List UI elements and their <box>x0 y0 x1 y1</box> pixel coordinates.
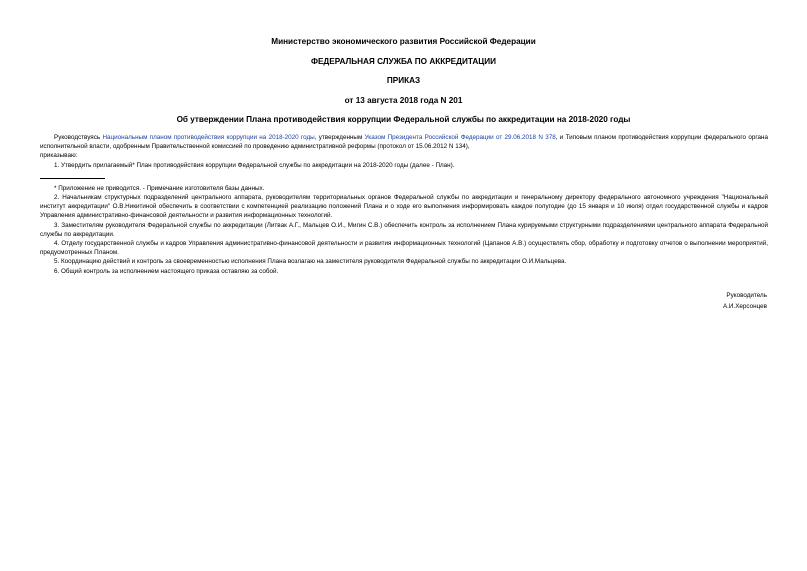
agency-title: ФЕДЕРАЛЬНАЯ СЛУЖБА ПО АККРЕДИТАЦИИ <box>310 57 497 66</box>
item-6: 6. Общий контроль за исполнением настоящего приказа оставляю за собой. <box>54 267 279 275</box>
document-body <box>40 133 768 276</box>
item-3: 3. Заместителям руководителя Федеральной службы по аккредитации (Литвак А.Г., Мальцев О.И., Мигин С.В.) обеспечить контроль за исполнением Плана курируемыми структурными подразделениями центрального аппарата Федеральной службы по аккредитации. <box>40 221 768 238</box>
item-1: 1. Утвердить прилагаемый* План противодействия коррупции Федеральной службы по аккредитации на 2018-2020 годы (далее - План). <box>54 161 455 169</box>
presidential-decree-link[interactable]: Указом Президента Российской Федерации от 29.06.2018 N 378 <box>364 134 556 141</box>
signature-name: А.И.Херсонцев <box>722 302 767 310</box>
document-subject: Об утверждении Плана противодействия коррупции Федеральной службы по аккредитации на 2018-2020 годы <box>176 115 631 124</box>
preamble-text-2: , утвержденным <box>314 134 365 141</box>
preamble-paragraph <box>40 133 768 151</box>
preamble-text-3: , и Типовым планом противодействия коррупции федерального органа исполнительной власти, одобренным Правительственной комиссией по проведению административной реформы (протокол от 15.06.2012 N 134), <box>40 134 768 151</box>
national-plan-link[interactable]: Национальным планом противодействия коррупции на 2018-2020 годы <box>102 134 315 141</box>
ministry-title: Министерство экономического развития Российской Федерации <box>271 37 536 46</box>
document-type: ПРИКАЗ <box>386 76 421 85</box>
footnote-divider <box>40 178 105 179</box>
item-2: 2. Начальникам структурных подразделений центрального аппарата, руководителям территориальных органов Федеральной службы по аккредитации и генеральному директору федерального автономного учреждения "Национальный институт аккредитации" О.В.Никитиной обеспечить в соответствии с компетенцией реализацию положений Плана и о ходе его выполнения информировать каждое полугодие (до 15 января и 10 июля) отдел государственной службы и кадров Управления административно-финансовой деятельности и развития информационных технологий. <box>40 194 768 220</box>
item-5: 5. Координацию действий и контроль за своевременностью исполнения Плана возлагаю на заместителя руководителя Федеральной службы по аккредитации О.И.Мальцева. <box>54 258 567 266</box>
item-4: 4. Отделу государственной службы и кадров Управления административно-финансовой деятельности и развития информационных технологий (Цапанов А.В.) осуществлять сбор, обработку и подготовку отчетов о выполнении мероприятий, предусмотренных Планом. <box>40 240 768 257</box>
footnote: * Приложение не приводится. - Примечание изготовителя базы данных. <box>54 184 265 192</box>
preamble-text-1: Руководствуясь <box>54 134 103 141</box>
document-date-number: от 13 августа 2018 года N 201 <box>344 96 463 105</box>
signature-position: Руководитель <box>726 292 767 299</box>
order-word: приказываю: <box>40 152 78 160</box>
signature-block <box>723 291 767 312</box>
